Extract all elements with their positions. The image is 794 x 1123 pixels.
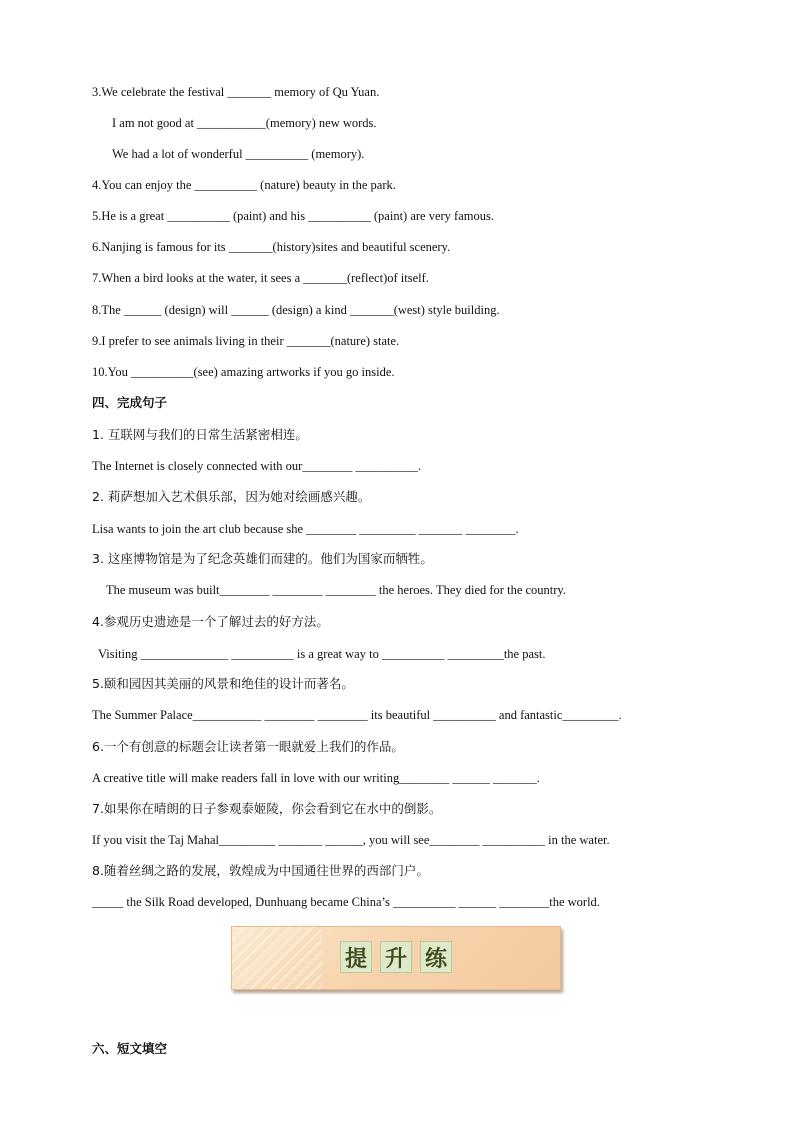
section-heading-6: 六、短文填空 (92, 1041, 168, 1056)
item-6-english: A creative title will make readers fall in love with our writing________ ______ _______. (92, 771, 540, 785)
q9: 9.I prefer to see animals living in their _______(nature) state. (92, 334, 400, 348)
item-8-chinese: 8.随着丝绸之路的发展，敦煌成为中国通往世界的西部门户。 (92, 863, 429, 878)
item-1-english: The Internet is closely connected with our________ __________. (92, 459, 422, 473)
q6: 6.Nanjing is famous for its _______(history)sites and beautiful scenery. (92, 240, 451, 254)
banner-char-2: 升 (380, 941, 412, 973)
q5: 5.He is a great __________ (paint) and his __________ (paint) are very famous. (92, 209, 494, 223)
item-7-english: If you visit the Taj Mahal_________ _______ ______, you will see________ __________ in the water. (92, 833, 610, 847)
q8: 8.The ______ (design) will ______ (design) a kind _______(west) style building. (92, 303, 500, 317)
item-8-english: _____ the Silk Road developed, Dunhuang became China’s __________ ______ ________the world. (92, 895, 600, 909)
banner-char-3: 练 (420, 941, 452, 973)
item-5-chinese: 5.颐和园因其美丽的风景和绝佳的设计而著名。 (92, 676, 354, 691)
q3c: We had a lot of wonderful __________ (memory). (112, 147, 365, 161)
banner-title (336, 940, 456, 974)
item-4-chinese: 4.参观历史遗迹是一个了解过去的好方法。 (92, 614, 329, 629)
banner-stripes (232, 927, 322, 989)
q4: 4.You can enjoy the __________ (nature) beauty in the park. (92, 178, 396, 192)
item-7-chinese: 7.如果你在晴朗的日子参观泰姬陵，你会看到它在水中的倒影。 (92, 801, 442, 816)
item-4-english: Visiting ______________ __________ is a great way to __________ _________the past. (98, 647, 546, 661)
practice-banner (231, 926, 561, 990)
item-2-chinese: 2. 莉萨想加入艺术俱乐部，因为她对绘画感兴趣。 (92, 489, 371, 504)
q3b: I am not good at ___________(memory) new words. (112, 116, 377, 130)
q7: 7.When a bird looks at the water, it sees a _______(reflect)of itself. (92, 271, 429, 285)
item-1-chinese: 1. 互联网与我们的日常生活紧密相连。 (92, 427, 308, 442)
item-3-english: The museum was built________ ________ ________ the heroes. They died for the country. (106, 583, 566, 597)
q3a: 3.We celebrate the festival _______ memory of Qu Yuan. (92, 85, 380, 99)
banner-char-1: 提 (340, 941, 372, 973)
q10: 10.You __________(see) amazing artworks if you go inside. (92, 365, 395, 379)
item-5-english: The Summer Palace___________ ________ ________ its beautiful __________ and fantastic_________. (92, 708, 622, 722)
item-6-chinese: 6.一个有创意的标题会让读者第一眼就爱上我们的作品。 (92, 739, 404, 754)
section-heading-4: 四、完成句子 (92, 395, 168, 410)
item-2-english: Lisa wants to join the art club because she ________ _________ _______ ________. (92, 522, 519, 536)
item-3-chinese: 3. 这座博物馆是为了纪念英雄们而建的。他们为国家而牺牲。 (92, 551, 433, 566)
